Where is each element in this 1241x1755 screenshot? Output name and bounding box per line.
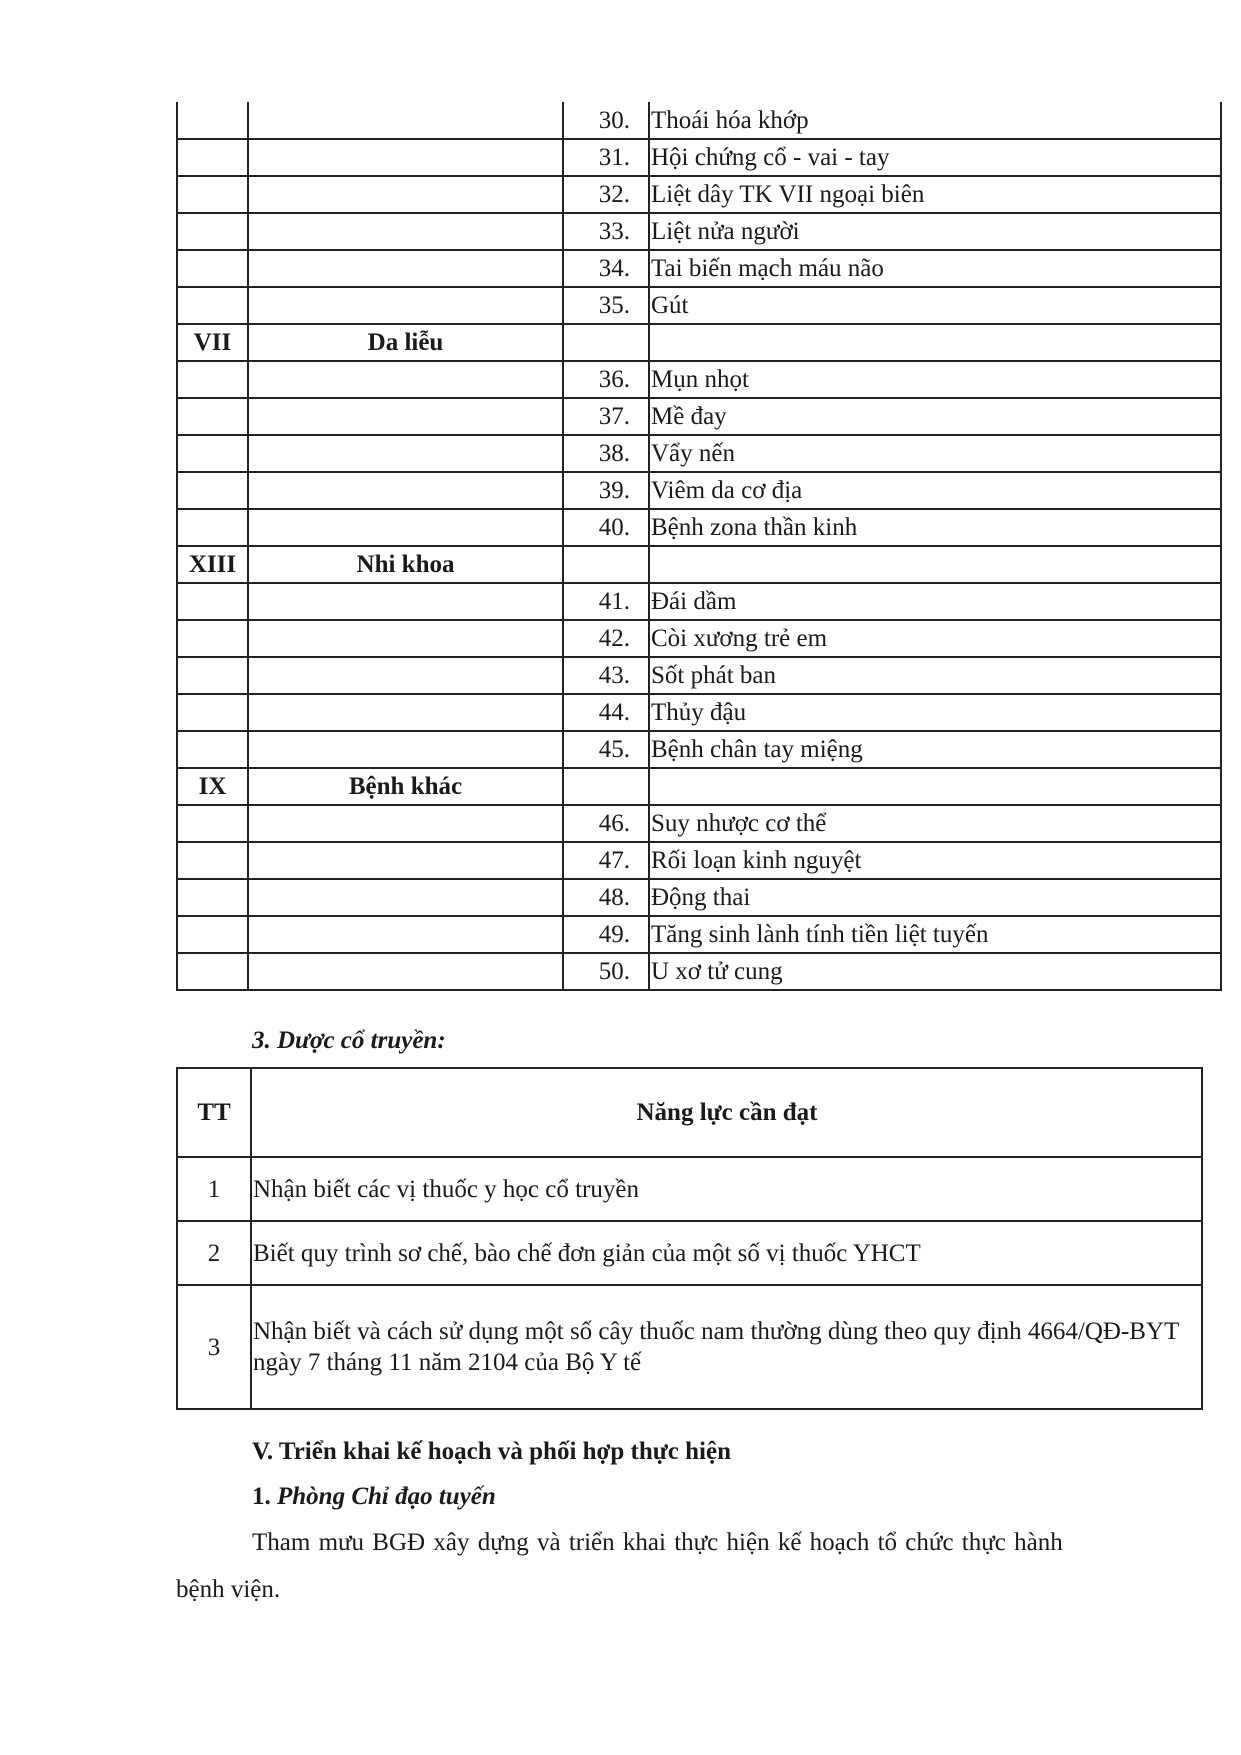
table-row: [177, 879, 1221, 916]
item-name: Tăng sinh lành tính tiền liệt tuyến: [649, 916, 1221, 953]
group-number: [177, 435, 248, 472]
section-3-heading: 3. Dược cổ truyền:: [252, 1027, 446, 1054]
paragraph-line-2: bệnh viện.: [176, 1576, 281, 1603]
group-name: [248, 472, 563, 509]
group-number: VII: [177, 324, 248, 361]
group-name: [248, 139, 563, 176]
group-number: [177, 472, 248, 509]
group-name: [248, 879, 563, 916]
item-name: Rối loạn kinh nguyệt: [649, 842, 1221, 879]
table-row: [177, 213, 1221, 250]
item-number: [563, 768, 649, 805]
group-name: Da liễu: [248, 324, 563, 361]
item-number: 45.: [563, 731, 649, 768]
item-number: 44.: [563, 694, 649, 731]
group-name: [248, 731, 563, 768]
group-number: [177, 953, 248, 990]
item-name: Đái dầm: [649, 583, 1221, 620]
row-text: Nhận biết các vị thuốc y học cổ truyền: [251, 1157, 1202, 1221]
table-row: [177, 139, 1221, 176]
paragraph-line-1: Tham mưu BGĐ xây dựng và triển khai thực hiện kế hoạch tổ chức thực hành: [252, 1529, 1063, 1556]
item-number: 38.: [563, 435, 649, 472]
group-number: [177, 361, 248, 398]
competency-table: [176, 1067, 1203, 1410]
header-tt: TT: [177, 1068, 251, 1157]
group-number: [177, 657, 248, 694]
group-name: [248, 805, 563, 842]
item-name: [649, 324, 1221, 361]
group-number: IX: [177, 768, 248, 805]
item-number: 30.: [563, 102, 649, 139]
table-row: [177, 324, 1221, 361]
item-number: 47.: [563, 842, 649, 879]
item-number: 49.: [563, 916, 649, 953]
item-number: 39.: [563, 472, 649, 509]
item-number: 35.: [563, 287, 649, 324]
group-name: Nhi khoa: [248, 546, 563, 583]
group-number: [177, 250, 248, 287]
item-name: [649, 768, 1221, 805]
section-1-heading: [252, 1484, 496, 1509]
table-row: [177, 472, 1221, 509]
table-row: [177, 176, 1221, 213]
item-number: 48.: [563, 879, 649, 916]
item-number: 42.: [563, 620, 649, 657]
group-name: [248, 435, 563, 472]
item-name: U xơ tử cung: [649, 953, 1221, 990]
group-number: [177, 583, 248, 620]
group-name: [248, 509, 563, 546]
item-number: 50.: [563, 953, 649, 990]
item-name: Bệnh zona thần kinh: [649, 509, 1221, 546]
group-number: [177, 139, 248, 176]
table-row: [177, 805, 1221, 842]
item-name: Liệt dây TK VII ngoại biên: [649, 176, 1221, 213]
group-number: [177, 102, 248, 139]
item-name: Thoái hóa khớp: [649, 102, 1221, 139]
section-1-title: Phòng Chỉ đạo tuyến: [277, 1483, 496, 1510]
item-number: 31.: [563, 139, 649, 176]
group-name: [248, 250, 563, 287]
group-number: [177, 805, 248, 842]
group-name: [248, 361, 563, 398]
item-number: 34.: [563, 250, 649, 287]
item-name: Viêm da cơ địa: [649, 472, 1221, 509]
item-name: Mụn nhọt: [649, 361, 1221, 398]
group-name: [248, 657, 563, 694]
group-name: [248, 916, 563, 953]
item-name: Suy nhược cơ thể: [649, 805, 1221, 842]
disease-table-body: [177, 102, 1221, 990]
section-v-heading: V. Triển khai kế hoạch và phối hợp thực hiện: [252, 1438, 731, 1465]
table-row: [177, 1285, 1202, 1409]
group-name: [248, 213, 563, 250]
group-number: [177, 213, 248, 250]
item-name: Hội chứng cổ - vai - tay: [649, 139, 1221, 176]
item-number: 32.: [563, 176, 649, 213]
table-row: [177, 102, 1221, 139]
table-row: [177, 361, 1221, 398]
group-number: [177, 842, 248, 879]
group-name: [248, 176, 563, 213]
table-row: [177, 546, 1221, 583]
table-row: [177, 842, 1221, 879]
table-row: [177, 509, 1221, 546]
row-text: Nhận biết và cách sử dụng một số cây thuốc nam thường dùng theo quy định 4664/QĐ-BYT ngày 7 tháng 11 năm 2104 của Bộ Y tế: [251, 1285, 1202, 1409]
group-number: [177, 509, 248, 546]
item-number: [563, 546, 649, 583]
item-number: 46.: [563, 805, 649, 842]
group-number: [177, 694, 248, 731]
table-row: [177, 694, 1221, 731]
row-text: Biết quy trình sơ chế, bào chế đơn giản của một số vị thuốc YHCT: [251, 1221, 1202, 1285]
item-number: 40.: [563, 509, 649, 546]
group-number: [177, 398, 248, 435]
group-number: [177, 287, 248, 324]
competency-table-header: [177, 1068, 1202, 1157]
item-number: 33.: [563, 213, 649, 250]
item-number: 36.: [563, 361, 649, 398]
table-row: [177, 620, 1221, 657]
table-row: [177, 1157, 1202, 1221]
item-number: 37.: [563, 398, 649, 435]
group-name: [248, 620, 563, 657]
group-number: [177, 879, 248, 916]
group-number: [177, 176, 248, 213]
item-number: 43.: [563, 657, 649, 694]
disease-table: [176, 102, 1222, 991]
table-row: [177, 398, 1221, 435]
table-row: [177, 916, 1221, 953]
group-number: [177, 916, 248, 953]
item-name: Gút: [649, 287, 1221, 324]
item-name: Còi xương trẻ em: [649, 620, 1221, 657]
item-name: Thủy đậu: [649, 694, 1221, 731]
group-number: [177, 731, 248, 768]
row-tt: 3: [177, 1285, 251, 1409]
item-number: 41.: [563, 583, 649, 620]
item-name: Liệt nửa người: [649, 213, 1221, 250]
row-tt: 2: [177, 1221, 251, 1285]
item-name: [649, 546, 1221, 583]
group-name: Bệnh khác: [248, 768, 563, 805]
item-number: [563, 324, 649, 361]
header-competency: Năng lực cần đạt: [251, 1068, 1202, 1157]
table-row: [177, 657, 1221, 694]
group-number: XIII: [177, 546, 248, 583]
table-row: [177, 250, 1221, 287]
table-row: [177, 435, 1221, 472]
item-name: Bệnh chân tay miệng: [649, 731, 1221, 768]
table-row: [177, 768, 1221, 805]
table-row: [177, 287, 1221, 324]
item-name: Mề đay: [649, 398, 1221, 435]
table-row: [177, 953, 1221, 990]
item-name: Tai biến mạch máu não: [649, 250, 1221, 287]
group-name: [248, 842, 563, 879]
section-1-number: 1.: [252, 1483, 277, 1510]
table-row: [177, 583, 1221, 620]
row-tt: 1: [177, 1157, 251, 1221]
table-row: [177, 1221, 1202, 1285]
item-name: Động thai: [649, 879, 1221, 916]
group-number: [177, 620, 248, 657]
item-name: Vẩy nến: [649, 435, 1221, 472]
group-name: [248, 583, 563, 620]
group-name: [248, 102, 563, 139]
group-name: [248, 694, 563, 731]
table-row: [177, 731, 1221, 768]
group-name: [248, 287, 563, 324]
item-name: Sốt phát ban: [649, 657, 1221, 694]
group-name: [248, 398, 563, 435]
group-name: [248, 953, 563, 990]
